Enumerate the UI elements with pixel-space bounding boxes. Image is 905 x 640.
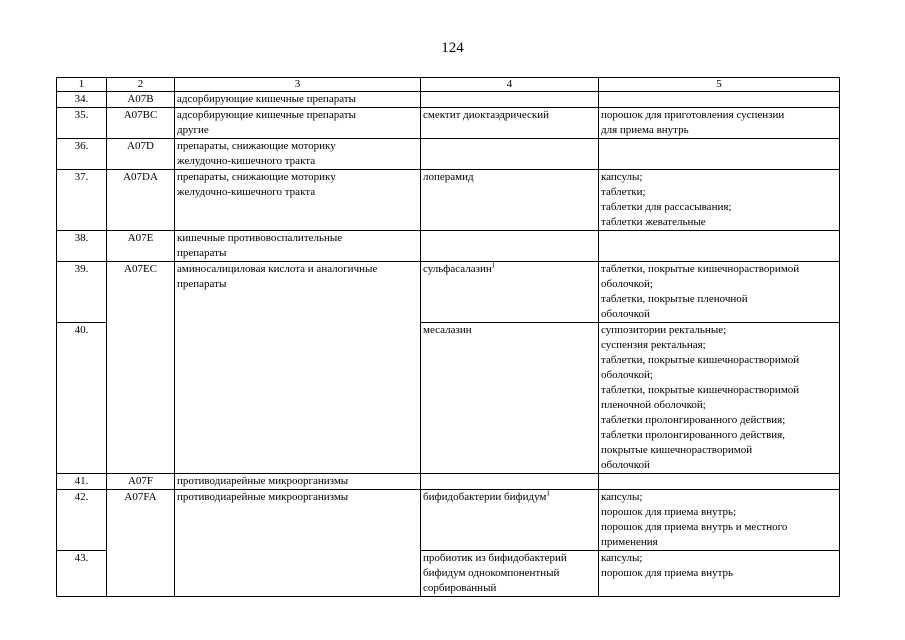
drug-table [56, 77, 840, 597]
drug-name [421, 490, 599, 551]
dosage-forms [599, 551, 840, 597]
drug-name-line [423, 262, 596, 277]
dosage-form-line: суппозитории ректальные; [601, 324, 727, 336]
page-number: 124 [441, 40, 464, 56]
dosage-form-line: таблетки для рассасывания; [601, 201, 732, 213]
dosage-form-line: покрытые кишечнорастворимой [601, 444, 753, 456]
row-number: 43. [57, 551, 107, 597]
table-header-row [57, 78, 840, 92]
row-number: 39. [57, 262, 107, 323]
table-row [57, 262, 840, 323]
footnote-marker: 1 [546, 489, 550, 498]
atc-group-line: аминосалициловая кислота и аналогичные [177, 263, 378, 275]
row-number: 38. [57, 231, 107, 262]
drug-name-line [423, 490, 596, 505]
atc-code: A07DA [107, 170, 175, 231]
drug-name-line: пробиотик из бифидобактерий [423, 552, 567, 564]
row-number: 34. [57, 92, 107, 108]
drug-name [421, 262, 599, 323]
drug-name [421, 474, 599, 490]
row-number: 41. [57, 474, 107, 490]
atc-group-name [175, 231, 421, 262]
header-cell-2: 2 [107, 78, 175, 92]
dosage-form-line: таблетки, покрытые пленочной [601, 293, 748, 305]
dosage-form-line: таблетки, покрытые кишечнорастворимой [601, 263, 800, 275]
atc-group-line: адсорбирующие кишечные препараты [177, 93, 356, 105]
atc-code: A07D [107, 139, 175, 170]
atc-group-name [175, 490, 421, 597]
atc-group-line: противодиарейные микроорганизмы [177, 491, 349, 503]
header-cell-4: 4 [421, 78, 599, 92]
footnote-marker: 1 [491, 261, 496, 270]
dosage-form-line: таблетки, покрытые кишечнорастворимой [601, 384, 800, 396]
dosage-form-line: капсулы; [601, 171, 643, 183]
row-number: 40. [57, 323, 107, 474]
atc-group-line: желудочно-кишечного тракта [177, 155, 316, 167]
dosage-forms [599, 231, 840, 262]
atc-code: A07B [107, 92, 175, 108]
row-number: 42. [57, 490, 107, 551]
atc-code: A07E [107, 231, 175, 262]
dosage-form-line: порошок для приема внутрь [601, 567, 734, 579]
dosage-form-line: таблетки, покрытые кишечнорастворимой [601, 354, 800, 366]
drug-name [421, 551, 599, 597]
table-row [57, 92, 840, 108]
dosage-form-line: порошок для приема внутрь и местного [601, 521, 788, 533]
dosage-forms [599, 139, 840, 170]
atc-group-line: другие [177, 124, 209, 136]
dosage-form-line: таблетки; [601, 186, 646, 198]
drug-name [421, 170, 599, 231]
atc-group-name [175, 170, 421, 231]
table-row [57, 170, 840, 231]
dosage-forms [599, 92, 840, 108]
header-cell-3: 3 [175, 78, 421, 92]
atc-group-name [175, 92, 421, 108]
dosage-form-line: пленочной оболочкой; [601, 399, 706, 411]
dosage-form-line: таблетки пролонгированного действия, [601, 429, 785, 441]
atc-group-line: препараты, снижающие моторику [177, 140, 336, 152]
dosage-form-line: таблетки жевательные [601, 216, 706, 228]
atc-group-line: кишечные противовоспалительные [177, 232, 343, 244]
dosage-form-line: для приема внутрь [601, 124, 689, 136]
atc-code: A07FA [107, 490, 175, 597]
drug-name [421, 92, 599, 108]
atc-group-line: препараты [177, 278, 227, 290]
atc-group-line: препараты, снижающие моторику [177, 171, 336, 183]
table-row [57, 231, 840, 262]
table-row [57, 139, 840, 170]
drug-name [421, 323, 599, 474]
dosage-form-line: порошок для приема внутрь; [601, 506, 737, 518]
atc-group-name [175, 262, 421, 474]
drug-name-line: смектит диоктаэдрический [423, 109, 550, 121]
dosage-form-line: таблетки пролонгированного действия; [601, 414, 786, 426]
atc-group-line: адсорбирующие кишечные препараты [177, 109, 356, 121]
drug-name [421, 231, 599, 262]
dosage-form-line: капсулы; [601, 552, 643, 564]
dosage-form-line: оболочкой [601, 459, 650, 471]
header-cell-5: 5 [599, 78, 840, 92]
header-cell-1: 1 [57, 78, 107, 92]
drug-name-line: месалазин [423, 324, 472, 336]
table-row [57, 108, 840, 139]
row-number: 35. [57, 108, 107, 139]
row-number: 36. [57, 139, 107, 170]
dosage-form-line: суспензия ректальная; [601, 339, 706, 351]
drug-name [421, 139, 599, 170]
dosage-form-line: порошок для приготовления суспензии [601, 109, 785, 121]
atc-group-name [175, 474, 421, 490]
table-row [57, 490, 840, 551]
dosage-forms [599, 108, 840, 139]
dosage-form-line: оболочкой [601, 308, 650, 320]
drug-name-line: сорбированный [423, 582, 497, 594]
atc-group-line: желудочно-кишечного тракта [177, 186, 316, 198]
drug-name-line: бифидум однокомпонентный [423, 567, 560, 579]
atc-group-name [175, 139, 421, 170]
drug-name-line: лоперамид [423, 171, 474, 183]
atc-group-name [175, 108, 421, 139]
dosage-form-line: капсулы; [601, 491, 643, 503]
atc-code: A07EC [107, 262, 175, 474]
drug-name-text: бифидобактерии бифидум [423, 491, 547, 503]
dosage-forms [599, 170, 840, 231]
dosage-form-line: применения [601, 536, 658, 548]
table-row [57, 474, 840, 490]
dosage-forms [599, 262, 840, 323]
atc-code: A07F [107, 474, 175, 490]
row-number: 37. [57, 170, 107, 231]
dosage-form-line: оболочкой; [601, 278, 653, 290]
dosage-form-line: оболочкой; [601, 369, 653, 381]
atc-group-line: противодиарейные микроорганизмы [177, 475, 349, 487]
dosage-forms [599, 490, 840, 551]
dosage-forms [599, 323, 840, 474]
atc-group-line: препараты [177, 247, 227, 259]
dosage-forms [599, 474, 840, 490]
drug-name [421, 108, 599, 139]
atc-code: A07BC [107, 108, 175, 139]
drug-name-text: сульфасалазин [423, 263, 492, 275]
